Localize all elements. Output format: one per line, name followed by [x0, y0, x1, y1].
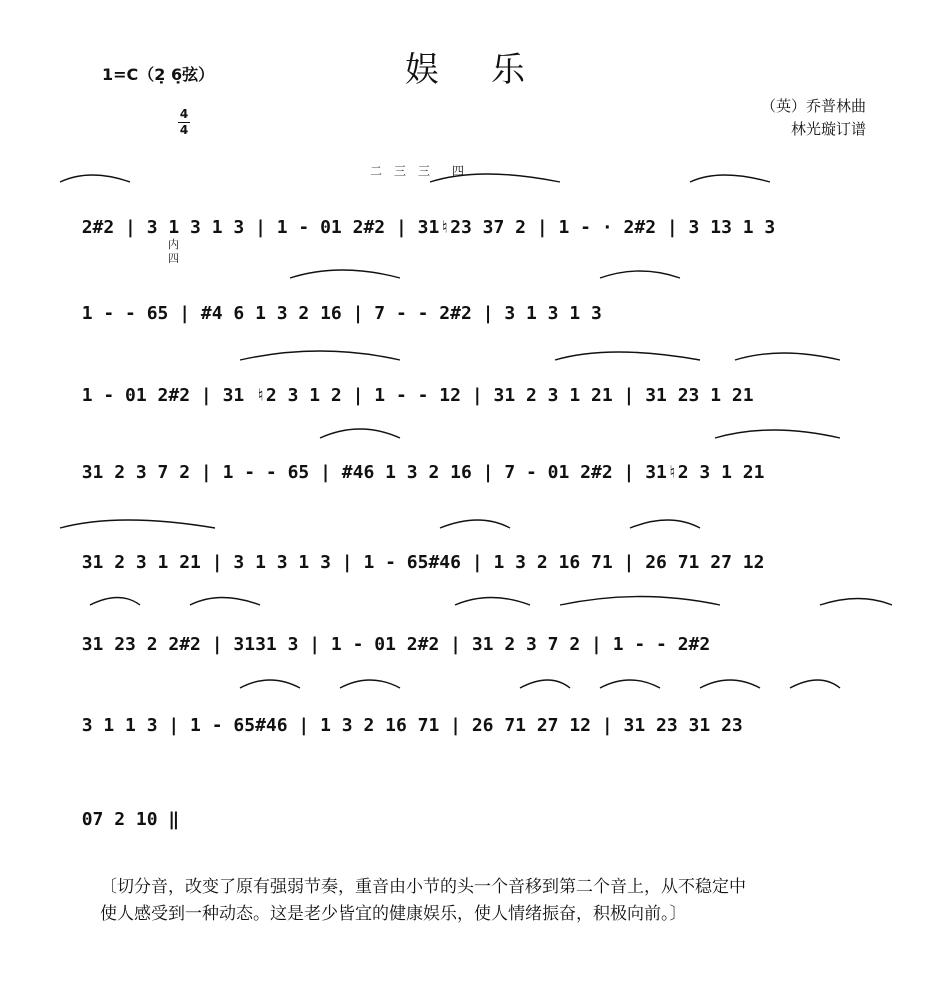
footnote-line-1: 〔切分音，改变了原有强弱节奏，重音由小节的头一个音移到第二个音上，从不稳定中 [100, 877, 746, 897]
fingering-mark: 四 [168, 252, 179, 265]
score-line-text: 31 2 3 1 21 | 3 1 3 1 3 | 1 - 65#46 | 1 3 2 16 71 | 26 71 27 12 [81, 552, 765, 573]
score-line-2 [60, 282, 880, 324]
score-line-text: 31 2 3 7 2 | 1 - - 65 | #46 1 3 2 16 | 7 - 01 2#2 | 31♮2 3 1 21 [81, 462, 765, 483]
composer-credit: （英）乔普林曲 [760, 97, 866, 115]
score-line-text: 31 23 2 2#2 | 3131 3 | 1 - 01 2#2 | 31 2 3 7 2 | 1 - - 2#2 [81, 634, 711, 655]
score-line-3 [60, 364, 880, 406]
time-signature-top: 4 [179, 107, 189, 121]
score-line-text: 3 1 1 3 | 1 - 65#46 | 1 3 2 16 71 | 26 71 27 12 | 31 23 31 23 [81, 715, 743, 736]
score-line-text: 1 - - 65 | #4 6 1 3 2 16 | 7 - - 2#2 | 3 1 3 1 3 [81, 303, 602, 324]
score-line-5 [60, 531, 880, 573]
score-line-1 [60, 196, 880, 238]
score-line-8 [60, 788, 880, 830]
fingering-mark: 四 [452, 164, 465, 178]
fingering-mark: 内 [168, 238, 179, 251]
key-signature: 1=C（2̣ 6̣弦） [102, 65, 215, 84]
fingering-mark: 二三三 [370, 164, 443, 178]
score-line-text: 07 2 10 ‖ [81, 809, 180, 830]
score-line-4 [60, 441, 880, 483]
time-signature-bottom: 4 [179, 123, 189, 137]
score-line-7 [60, 694, 880, 736]
score-line-text: 2#2 | 3 1 3 1 3 | 1 - 01 2#2 | 31♮23 37 2 | 1 - · 2#2 | 3 13 1 3 [81, 217, 776, 238]
page-title: 娱乐 [405, 50, 577, 90]
arranger-credit: 林光璇订谱 [790, 120, 866, 138]
score-line-text: 1 - 01 2#2 | 31 ♮2 3 1 2 | 1 - - 12 | 31 2 3 1 21 | 31 23 1 21 [81, 385, 754, 406]
footnote-line-2: 使人感受到一种动态。这是老少皆宜的健康娱乐，使人情绪振奋，积极向前。〕 [100, 904, 687, 924]
score-line-6 [60, 613, 880, 655]
